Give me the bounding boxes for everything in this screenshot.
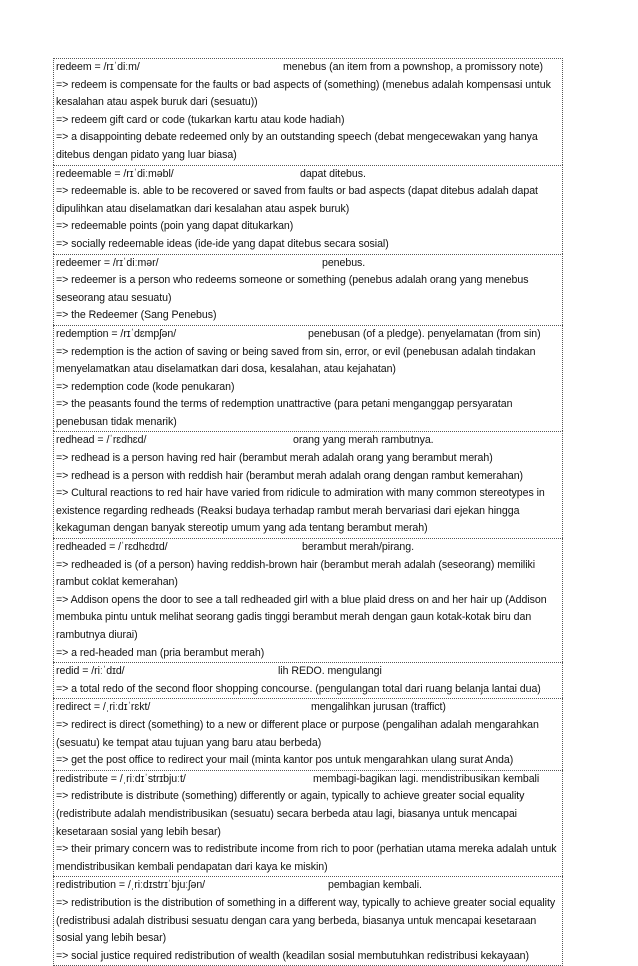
entry-term: redeemable = /rɪˈdiːməbl/ <box>56 167 174 180</box>
entry-term: redhead = /ˈrɛdhɛd/ <box>56 434 147 447</box>
entry-gloss: pembagian kembali. <box>328 879 422 892</box>
entry-term: redemption = /rɪˈdɛmpʃən/ <box>56 327 177 340</box>
entry-example-line: => redeemer is a person who redeems someone or something (penebus adalah orang yang menebus seseorang atau sesuatu) <box>56 274 529 304</box>
vocab-entry <box>53 254 563 325</box>
entry-headword-line <box>56 699 560 717</box>
entry-gloss: penebusan (of a pledge). penyelamatan (from sin) <box>308 327 541 340</box>
vocab-entry <box>53 770 563 877</box>
entry-headword-line <box>56 326 560 344</box>
entry-term: redid = /riːˈdɪd/ <box>56 665 125 678</box>
entry-example-line: => the Redeemer (Sang Penebus) <box>56 309 217 322</box>
entry-gloss: penebus. <box>322 256 366 269</box>
entry-example-line: => socially redeemable ideas (ide-ide yang dapat ditebus secara sosial) <box>56 237 389 250</box>
entry-example-line: => a total redo of the second floor shopping concourse. (pengulangan total dari ruang belanja lantai dua) <box>56 682 541 695</box>
entry-term: redeem = /rɪˈdiːm/ <box>56 61 140 73</box>
entry-example-line: => redemption is the action of saving or being saved from sin, error, or evil (penebusan adalah tindakan menyelamatkan atau diselamatkan dari dosa, kesalahan, atau kejahatan) <box>56 345 536 376</box>
vocab-entry <box>53 58 563 165</box>
entry-gloss: lih REDO. mengulangi <box>278 665 382 678</box>
entry-example-line: => redheaded is (of a person) having reddish-brown hair (berambut merah adalah (seseorang) memiliki rambut coklat kemerahan) <box>56 558 536 589</box>
entry-headword-line <box>56 877 560 895</box>
entry-headword-line <box>56 771 560 789</box>
vocab-entry <box>53 662 563 698</box>
entry-example-line: => a disappointing debate redeemed only by an outstanding speech (debat mengecewakan yang hanya ditebus dengan pidato yang luar biasa) <box>56 131 538 161</box>
entry-gloss: mengalihkan jurusan (traffict) <box>311 701 446 714</box>
entry-example-line: => redhead is a person with reddish hair (berambut merah adalah orang dengan rambut kemerahan) <box>56 469 524 482</box>
entry-gloss: menebus (an item from a pownshop, a promissory note) <box>283 61 544 73</box>
entry-example-line: => redeemable is. able to be recovered or saved from faults or bad aspects (dapat ditebus adalah dapat dipulihkan atau diselamatkan dari kesalahan atau aspek buruk) <box>56 185 538 215</box>
entry-term: redistribute = /ˌriːdɪˈstrɪbjuːt/ <box>56 772 186 785</box>
entry-term: redistribution = /ˌriːdɪstrɪˈbjuːʃən/ <box>56 879 206 892</box>
entry-example-line: => redistribution is the distribution of something in a different way, typically to achieve greater social equality (redistribusi adalah distribusi sesuatu dengan cara yang berbeda, biasanya untuk mencapai kesetaraan sosial yang lebih besar) <box>56 896 556 945</box>
entry-term: redheaded = /ˈrɛdhɛdɪd/ <box>56 541 168 554</box>
entry-gloss: orang yang merah rambutnya. <box>293 434 434 447</box>
entry-gloss: membagi-bagikan lagi. mendistribusikan kembali <box>313 772 540 785</box>
entry-example-line: => redirect is direct (something) to a new or different place or purpose (pengalihan adalah mengarahkan (sesuatu) ke tempat atau tujuan yang baru atau berbeda) <box>56 718 539 749</box>
entry-example-line: => get the post office to redirect your mail (minta kantor pos untuk mengarahkan ulang surat Anda) <box>56 754 514 767</box>
entry-gloss: berambut merah/pirang. <box>302 541 414 554</box>
entry-example-line: => redeem is compensate for the faults or bad aspects of (something) (menebus adalah kompensasi untuk kesalahan atau aspek buruk dari (sesuatu)) <box>56 78 551 109</box>
entry-example-line: => Cultural reactions to red hair have varied from ridicule to admiration with many common stereotypes in existence regarding redheads (Reaksi budaya terhadap rambut merah bervariasi dari ejekan hingga kekaguman dengan banyak stereotip umum yang ada tentang berambut merah) <box>56 487 545 535</box>
entry-example-line: => their primary concern was to redistribute income from rich to poor (perhatian utama mereka adalah untuk mendistribusikan kembali pendapatan dari kaya ke miskin) <box>56 843 557 873</box>
entry-headword-line <box>56 539 560 557</box>
entry-example-line: => social justice required redistribution of wealth (keadilan sosial membutuhkan redistribusi kekayaan) <box>56 949 529 962</box>
vocabulary-document <box>53 58 563 966</box>
entry-headword-line <box>56 663 560 681</box>
entry-example-line: => redeemable points (poin yang dapat ditukarkan) <box>56 220 294 233</box>
entry-headword-line <box>56 432 560 450</box>
vocab-entry <box>53 431 563 538</box>
entry-example-line: => Addison opens the door to see a tall redheaded girl with a blue plaid dress on and her hair up (Addison membuka pintu untuk melihat seorang gadis tinggi berambut merah dengan gaun kotak-kotak biru dan rambutnya diurai) <box>56 593 547 641</box>
entry-headword-line <box>56 166 560 184</box>
vocab-entry <box>53 325 563 432</box>
entry-term: redirect = /ˌriːdɪˈrɛkt/ <box>56 701 151 714</box>
entry-example-line: => redhead is a person having red hair (berambut merah adalah orang yang berambut merah) <box>56 452 493 465</box>
entry-example-line: => the peasants found the terms of redemption unattractive (para petani menganggap persyaratan penebusan tidak menarik) <box>56 398 513 428</box>
entry-headword-line <box>56 255 560 273</box>
entry-headword-line <box>56 59 560 77</box>
entry-example-line: => redeem gift card or code (tukarkan kartu atau kode hadiah) <box>56 113 345 126</box>
entry-example-line: => redistribute is distribute (something) differently or again, typically to achieve greater social equality (redistribute adalah mendistribusikan (sesuatu) secara berbeda atau lagi, biasanya untuk mencapai kesetaraan sosial yang lebih besar) <box>56 790 525 838</box>
vocab-entry <box>53 165 563 254</box>
entry-example-line: => a red-headed man (pria berambut merah) <box>56 646 265 659</box>
vocab-entry <box>53 538 563 662</box>
entry-example-line: => redemption code (kode penukaran) <box>56 380 235 393</box>
entry-gloss: dapat ditebus. <box>300 167 366 180</box>
vocab-entry <box>53 876 563 966</box>
vocab-entry <box>53 698 563 769</box>
entry-term: redeemer = /rɪˈdiːmər/ <box>56 256 159 269</box>
